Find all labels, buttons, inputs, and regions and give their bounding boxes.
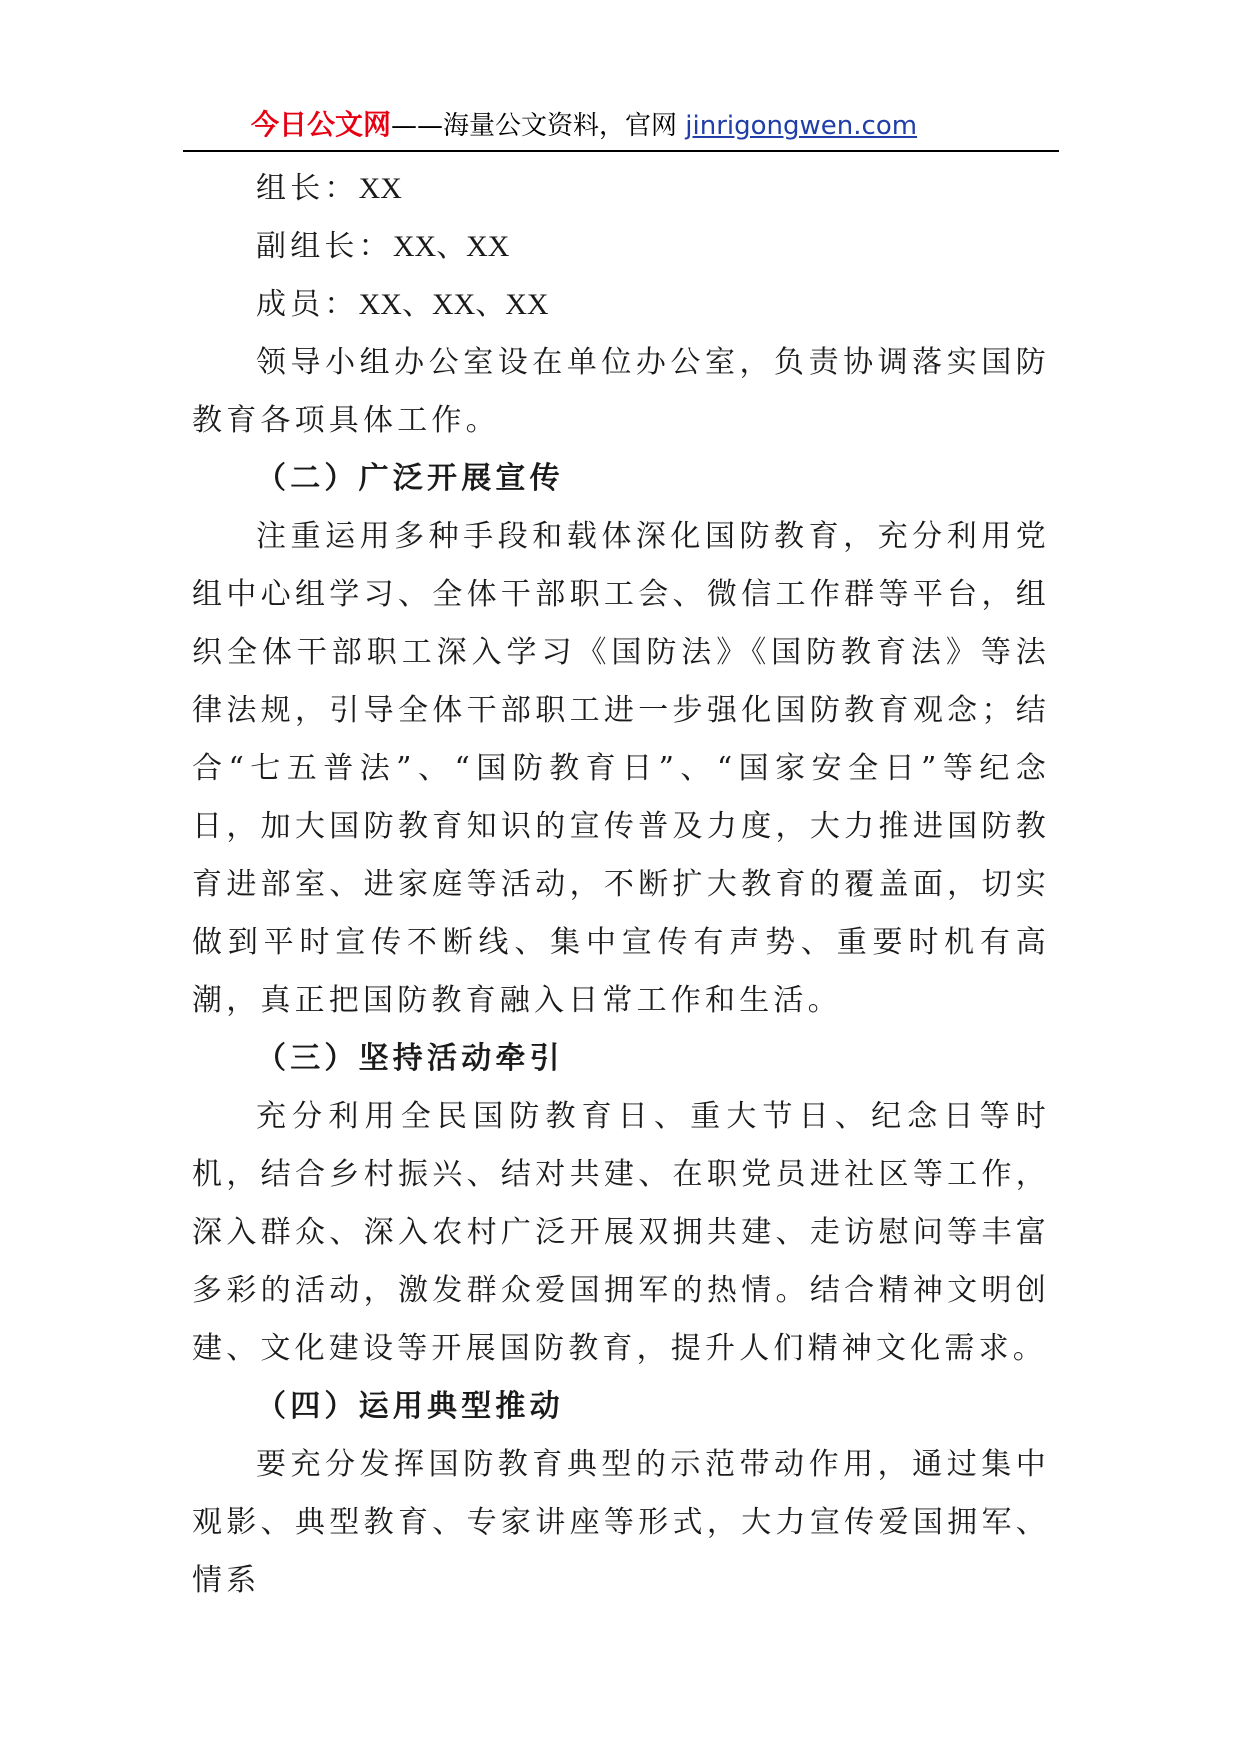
deputy-leader-value: XX、XX (392, 230, 510, 263)
site-name: 今日公文网 (251, 108, 392, 141)
section-heading-4: （四）运用典型推动 (256, 1389, 564, 1424)
models-paragraph: 要充分发挥国防教育典型的示范带动作用，通过集中观影、典型教育、专家讲座等形式，大力宣传爱国拥军、情系 (192, 1447, 1050, 1598)
page-header (183, 104, 1059, 152)
members-line (192, 276, 1050, 334)
section-heading-3: （三）坚持活动牵引 (256, 1041, 564, 1076)
section-heading-2: （二）广泛开展宣传 (256, 461, 564, 496)
header-line (251, 108, 917, 143)
members-value: XX、XX、XX (358, 288, 549, 321)
header-tagline: ——海量公文资料，官网 (391, 111, 686, 141)
members-label: 成员： (256, 287, 359, 322)
deputy-leader-line (192, 218, 1050, 276)
office-paragraph: 领导小组办公室设在单位办公室，负责协调落实国防教育各项具体工作。 (192, 345, 1050, 438)
activities-paragraph: 充分利用全民国防教育日、重大节日、纪念日等时机，结合乡村振兴、结对共建、在职党员进社区等工作，深入群众、深入农村广泛开展双拥共建、走访慰问等丰富多彩的活动，激发群众爱国拥军的热情。结合精神文明创建、文化建设等开展国防教育，提升人们精神文化需求。 (192, 1099, 1050, 1366)
deputy-leader-label: 副组长： (256, 229, 393, 264)
document-body (192, 160, 1050, 1610)
site-url-link[interactable]: jinrigongwen.com (685, 111, 918, 141)
publicity-paragraph: 注重运用多种手段和载体深化国防教育，充分利用党组中心组学习、全体干部职工会、微信工作群等平台，组织全体干部职工深入学习《国防法》《国防教育法》等法律法规，引导全体干部职工进一步强化国防教育观念；结合“七五普法”、“国防教育日”、“国家安全日”等纪念日，加大国防教育知识的宣传普及力度，大力推进国防教育进部室、进家庭等活动，不断扩大教育的覆盖面，切实做到平时宣传不断线、集中宣传有声势、重要时机有高潮，真正把国防教育融入日常工作和生活。 (192, 519, 1050, 1018)
leader-line (192, 160, 1050, 218)
leader-label: 组长： (256, 171, 359, 206)
leader-value: XX (358, 172, 402, 205)
